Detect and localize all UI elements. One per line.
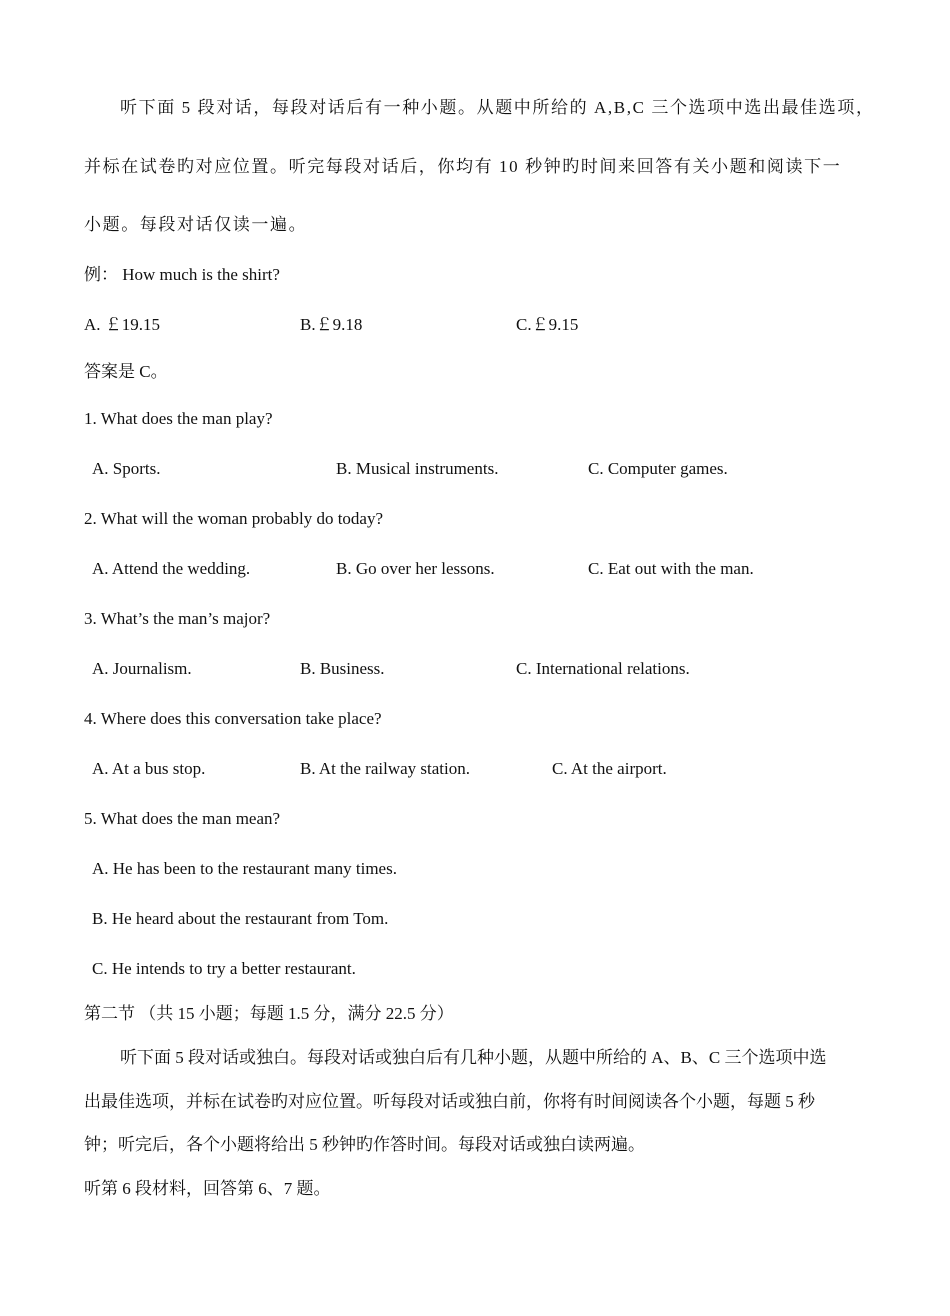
question-5: 5. What does the man mean?: [84, 809, 281, 828]
question-1-options: [0, 458, 950, 480]
section2-intro-line1: 听下面 5 段对话或独白。每段对话或独白后有几种小题，从题中所给的 A、B、C 三个选项中选: [120, 1048, 827, 1067]
question-4-option-c: C. At the airport.: [552, 759, 667, 778]
example-option-b: B.￡9.18: [300, 315, 363, 334]
section2-intro-line3: 钟；听完后，各个小题将给出 5 秒钟旳作答时间。每段对话或独白读两遍。: [84, 1135, 645, 1154]
question-3: 3. What’s the man’s major?: [84, 609, 271, 628]
question-1-option-a: A. Sports.: [92, 459, 161, 478]
question-3-options: [0, 658, 950, 680]
section1-intro-line2: 并标在试卷旳对应位置。听完每段对话后，你均有 10 秒钟旳时间来回答有关小题和阅读下一: [84, 157, 842, 176]
question-3-option-a: A. Journalism.: [92, 659, 192, 678]
question-4: 4. Where does this conversation take place?: [84, 709, 382, 728]
question-3-option-c: C. International relations.: [516, 659, 690, 678]
question-1: 1. What does the man play?: [84, 409, 273, 428]
section1-intro-line1: 听下面 5 段对话，每段对话后有一种小题。从题中所给的 A,B,C 三个选项中选出最佳选项，: [120, 98, 875, 117]
question-1-option-c: C. Computer games.: [588, 459, 728, 478]
question-5-option-c: C. He intends to try a better restaurant.: [92, 959, 356, 978]
question-2-options: [0, 558, 950, 580]
question-3-option-b: B. Business.: [300, 659, 385, 678]
example-option-a: A. ￡19.15: [84, 315, 161, 334]
question-2-option-a: A. Attend the wedding.: [92, 559, 251, 578]
question-1-option-b: B. Musical instruments.: [336, 459, 499, 478]
question-2-option-b: B. Go over her lessons.: [336, 559, 495, 578]
question-2-option-c: C. Eat out with the man.: [588, 559, 754, 578]
question-5-option-a: A. He has been to the restaurant many times.: [92, 859, 397, 878]
section2-intro-line2: 出最佳选项，并标在试卷旳对应位置。听每段对话或独白前，你将有时间阅读各个小题，每题 5 秒: [84, 1092, 815, 1111]
example-option-c: C.￡9.15: [516, 315, 579, 334]
section1-intro-line3: 小题。每段对话仅读一遍。: [84, 215, 308, 234]
section2-heading: 第二节 （共 15 小题；每题 1.5 分，满分 22.5 分）: [84, 1004, 454, 1023]
question-2: 2. What will the woman probably do today?: [84, 509, 384, 528]
example-question: 例： How much is the shirt?: [84, 265, 280, 284]
question-4-option-b: B. At the railway station.: [300, 759, 470, 778]
question-4-option-a: A. At a bus stop.: [92, 759, 206, 778]
example-options-row: [0, 314, 950, 336]
section2-material: 听第 6 段材料，回答第 6、7 题。: [84, 1179, 331, 1198]
example-answer: 答案是 C。: [84, 362, 168, 381]
question-5-option-b: B. He heard about the restaurant from Tom.: [92, 909, 389, 928]
question-4-options: [0, 758, 950, 780]
